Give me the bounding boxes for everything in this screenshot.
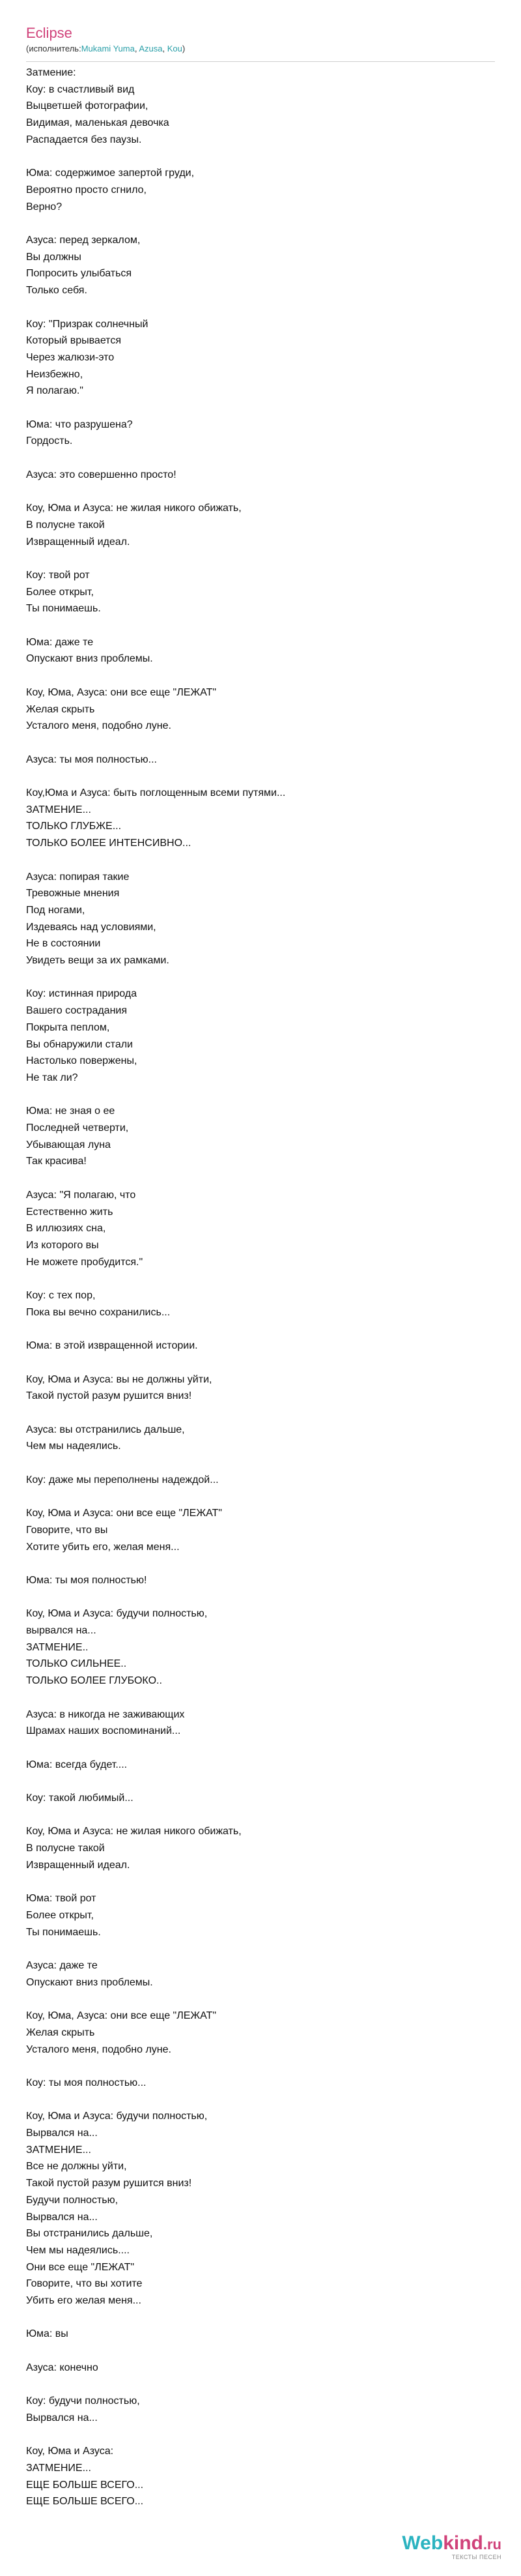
- lyric-stanza: [26, 752, 495, 768]
- lyric-line: Увидеть вещи за их рамками.: [26, 955, 169, 967]
- performer-link-azusa[interactable]: Azusa: [139, 44, 163, 53]
- lyric-stanza: [26, 684, 495, 735]
- lyric-line: Опускают вниз проблемы.: [26, 653, 153, 665]
- lyric-line: вырвался на...: [26, 1625, 96, 1637]
- lyric-stanza: [26, 1338, 495, 1354]
- lyric-stanza: [26, 417, 495, 450]
- lyric-line: Видимая, маленькая девочка: [26, 117, 169, 129]
- lyric-stanza: [26, 1422, 495, 1455]
- lyric-line: Верно?: [26, 201, 63, 212]
- lyric-line: Юма: не зная о ее: [26, 1105, 115, 1117]
- lyric-line: Коу: с тех пор,: [26, 1290, 96, 1302]
- logo-wordmark: [402, 2533, 501, 2555]
- lyric-line: Азуса: это совершенно просто!: [26, 469, 176, 480]
- lyric-line: Извращенный идеал.: [26, 1859, 130, 1871]
- lyric-line: Чем мы надеялись.: [26, 1441, 121, 1452]
- lyric-line: Коу: даже мы переполнены надеждой...: [26, 1474, 219, 1486]
- lyric-line: Пока вы вечно сохранились...: [26, 1306, 171, 1318]
- lyric-line: Вы отстранились дальше,: [26, 2228, 153, 2240]
- lyric-line: Юма: содержимое запертой груди,: [26, 168, 195, 179]
- lyric-line: Естественно жить: [26, 1206, 113, 1218]
- lyric-stanza: [26, 634, 495, 667]
- performer-separator: ,: [134, 44, 139, 53]
- lyric-line: Распадается без паузы.: [26, 134, 142, 145]
- lyric-line: ТОЛЬКО БОЛЕЕ ГЛУБОКО..: [26, 1675, 162, 1687]
- lyric-line: Коу, Юма и Азуса: не жилая никого обижать,: [26, 1826, 242, 1837]
- lyric-stanza: [26, 1472, 495, 1489]
- lyric-line: Затмение:: [26, 67, 76, 78]
- lyric-line: Вашего сострадания: [26, 1005, 128, 1017]
- lyric-line: Коу: ты моя полностью...: [26, 2077, 147, 2088]
- lyric-line: ЕЩЕ БОЛЬШЕ ВСЕГО...: [26, 2479, 144, 2491]
- lyric-line: Издеваясь над условиями,: [26, 921, 156, 933]
- lyric-stanza: [26, 2393, 495, 2426]
- lyric-line: Желая скрыть: [26, 2027, 95, 2038]
- lyric-stanza: [26, 65, 495, 149]
- lyric-line: Коу,Юма и Азуса: быть поглощенным всеми путями...: [26, 787, 286, 799]
- lyric-line: Коу: истинная природа: [26, 988, 137, 1000]
- lyric-line: Попросить улыбаться: [26, 268, 132, 280]
- lyric-stanza: [26, 316, 495, 400]
- performer-prefix: (исполнитель:: [26, 44, 81, 53]
- lyric-stanza: [26, 1103, 495, 1170]
- lyric-stanza: [26, 500, 495, 550]
- lyric-line: Коу, Юма и Азуса: будучи полностью,: [26, 2111, 208, 2122]
- lyric-line: Коу, Юма и Азуса: они все еще "ЛЕЖАТ": [26, 1508, 222, 1519]
- lyric-line: Только себя.: [26, 285, 87, 297]
- lyric-line: Хотите убить его, желая меня...: [26, 1541, 180, 1553]
- lyrics-page: [26, 23, 495, 2527]
- lyric-line: Коу: такой любимый...: [26, 1793, 134, 1804]
- lyric-line: Юма: твой рот: [26, 1893, 96, 1905]
- performer-link-yuma[interactable]: Mukami Yuma: [81, 44, 135, 53]
- lyric-line: Настолько повержены,: [26, 1055, 137, 1067]
- lyric-stanza: [26, 1505, 495, 1555]
- lyric-stanza: [26, 1757, 495, 1774]
- lyric-line: Юма: вы: [26, 2328, 68, 2340]
- lyric-line: Юма: что разрушена?: [26, 418, 133, 430]
- lyric-line: Коу: "Призрак солнечный: [26, 318, 148, 330]
- lyric-line: ТОЛЬКО БОЛЕЕ ИНТЕНСИВНО...: [26, 838, 191, 849]
- lyric-line: Вы обнаружили стали: [26, 1038, 133, 1050]
- lyric-line: Все не должны уйти,: [26, 2161, 127, 2173]
- lyric-line: Будучи полностью,: [26, 2194, 119, 2206]
- lyric-line: Азуса: ты моя полностью...: [26, 754, 157, 765]
- lyric-line: Более открыт,: [26, 586, 94, 598]
- lyric-line: Убить его желая меня...: [26, 2295, 141, 2307]
- lyric-line: Юма: всегда будет....: [26, 1759, 128, 1770]
- lyric-line: Последней четверти,: [26, 1122, 129, 1134]
- song-title: Eclipse: [26, 25, 72, 41]
- lyric-line: Азуса: даже те: [26, 1960, 98, 1971]
- lyric-line: Вырвался на...: [26, 2211, 98, 2223]
- lyric-line: Говорите, что вы: [26, 1524, 108, 1536]
- lyric-stanza: [26, 986, 495, 1086]
- lyric-line: Юма: ты моя полностью!: [26, 1574, 147, 1586]
- lyric-line: Не можете пробудится.": [26, 1256, 143, 1268]
- lyric-stanza: [26, 1890, 495, 1940]
- lyric-line: ЗАТМЕНИЕ...: [26, 2144, 91, 2156]
- lyric-line: Покрыта пеплом,: [26, 1021, 110, 1033]
- lyric-stanza: [26, 567, 495, 617]
- lyric-stanza: [26, 2360, 495, 2377]
- lyric-line: Азуса: перед зеркалом,: [26, 235, 141, 246]
- lyric-stanza: [26, 1823, 495, 1873]
- lyric-stanza: [26, 869, 495, 969]
- lyric-line: Шрамах наших воспоминаний...: [26, 1725, 181, 1737]
- lyric-line: Усталого меня, подобно луне.: [26, 2043, 171, 2055]
- performers-line: [26, 43, 495, 55]
- lyric-line: Я полагаю.": [26, 385, 83, 397]
- lyric-line: ТОЛЬКО СИЛЬНЕЕ..: [26, 1658, 127, 1670]
- lyric-line: Азуса: попирая такие: [26, 871, 130, 883]
- lyric-line: Коу, Юма и Азуса: будучи полностью,: [26, 1608, 208, 1620]
- logo-tagline: ТЕКСТЫ ПЕСЕН: [451, 2554, 501, 2560]
- lyric-line: Гордость.: [26, 435, 73, 447]
- lyric-line: В полусне такой: [26, 1843, 105, 1854]
- lyric-line: Чем мы надеялись....: [26, 2244, 130, 2256]
- lyric-stanza: [26, 2008, 495, 2058]
- lyric-stanza: [26, 232, 495, 299]
- lyric-stanza: [26, 1371, 495, 1405]
- webkind-logo[interactable]: [402, 2533, 501, 2560]
- lyric-line: В иллюзиях сна,: [26, 1223, 106, 1235]
- lyric-line: Азуса: "Я полагаю, что: [26, 1189, 136, 1201]
- lyric-line: Коу, Юма, Азуса: они все еще "ЛЕЖАТ": [26, 2010, 217, 2022]
- lyric-line: Выцветшей фотографии,: [26, 100, 148, 112]
- logo-web: Web: [402, 2532, 444, 2554]
- lyric-line: Усталого меня, подобно луне.: [26, 720, 171, 732]
- lyric-line: Не так ли?: [26, 1072, 78, 1083]
- lyric-line: Тревожные мнения: [26, 888, 120, 900]
- logo-tld: .ru: [483, 2536, 501, 2553]
- lyric-line: Такой пустой разум рушится вниз!: [26, 2178, 192, 2189]
- lyric-line: Через жалюзи-это: [26, 351, 115, 363]
- lyric-line: Юма: в этой извращенной истории.: [26, 1340, 198, 1352]
- lyric-line: Такой пустой разум рушится вниз!: [26, 1390, 192, 1402]
- lyric-stanza: [26, 1957, 495, 1991]
- lyric-stanza: [26, 1706, 495, 1740]
- lyric-line: Они все еще "ЛЕЖАТ": [26, 2261, 135, 2273]
- lyric-line: ЗАТМЕНИЕ...: [26, 804, 91, 815]
- lyric-stanza: [26, 2326, 495, 2343]
- lyric-line: Вероятно просто сгнило,: [26, 184, 147, 196]
- lyric-stanza: [26, 165, 495, 215]
- lyric-line: Вы должны: [26, 251, 81, 263]
- lyric-line: Коу: твой рот: [26, 569, 90, 581]
- lyrics-body: [26, 61, 495, 2510]
- lyric-line: Коу, Юма, Азуса: они все еще "ЛЕЖАТ": [26, 686, 217, 698]
- lyric-line: Который врывается: [26, 335, 121, 347]
- performer-suffix: ): [182, 44, 186, 53]
- performer-separator: ,: [162, 44, 167, 53]
- lyric-line: Опускают вниз проблемы.: [26, 1976, 153, 1988]
- lyric-line: Не в состоянии: [26, 938, 101, 950]
- lyric-line: ЗАТМЕНИЕ...: [26, 2462, 91, 2474]
- lyric-line: Вырвался на...: [26, 2127, 98, 2139]
- lyric-line: Коу: в счастливый вид: [26, 83, 135, 95]
- lyric-line: Юма: даже те: [26, 636, 94, 648]
- logo-kind: kind: [443, 2532, 483, 2554]
- lyric-line: Азуса: вы отстранились дальше,: [26, 1424, 185, 1435]
- lyric-stanza: [26, 467, 495, 484]
- lyric-stanza: [26, 1572, 495, 1589]
- performer-link-kou[interactable]: Kou: [167, 44, 182, 53]
- lyric-line: Азуса: в никогда не заживающих: [26, 1708, 185, 1720]
- lyric-line: Под ногами,: [26, 904, 85, 916]
- lyric-stanza: [26, 785, 495, 852]
- lyric-line: ЗАТМЕНИЕ..: [26, 1641, 89, 1653]
- lyric-line: Убывающая луна: [26, 1139, 111, 1150]
- lyric-stanza: [26, 2443, 495, 2510]
- lyric-line: Неизбежно,: [26, 368, 83, 380]
- lyric-stanza: [26, 1790, 495, 1807]
- lyric-stanza: [26, 1187, 495, 1271]
- lyric-line: Вырвался на...: [26, 2412, 98, 2423]
- lyric-line: Коу: будучи полностью,: [26, 2395, 140, 2407]
- lyric-line: Извращенный идеал.: [26, 536, 130, 548]
- lyric-line: Коу, Юма и Азуса: вы не должны уйти,: [26, 1373, 212, 1385]
- lyric-line: Более открыт,: [26, 1909, 94, 1921]
- lyric-line: Желая скрыть: [26, 703, 95, 715]
- lyric-line: Азуса: конечно: [26, 2362, 98, 2373]
- lyric-stanza: [26, 2108, 495, 2309]
- lyric-line: Так красива!: [26, 1156, 87, 1167]
- lyric-line: Ты понимаешь.: [26, 1926, 101, 1938]
- lyric-line: ЕЩЕ БОЛЬШЕ ВСЕГО...: [26, 2496, 144, 2508]
- lyric-line: Ты понимаешь.: [26, 603, 101, 615]
- lyric-line: Коу, Юма и Азуса: не жилая никого обижать,: [26, 503, 242, 514]
- lyric-stanza: [26, 2075, 495, 2092]
- lyric-line: Говорите, что вы хотите: [26, 2278, 143, 2290]
- lyric-stanza: [26, 1287, 495, 1321]
- lyric-stanza: [26, 1605, 495, 1690]
- lyric-line: Из которого вы: [26, 1239, 99, 1251]
- lyric-line: В полусне такой: [26, 519, 105, 531]
- lyric-line: Коу, Юма и Азуса:: [26, 2446, 114, 2457]
- lyric-line: ТОЛЬКО ГЛУБЖЕ...: [26, 821, 122, 832]
